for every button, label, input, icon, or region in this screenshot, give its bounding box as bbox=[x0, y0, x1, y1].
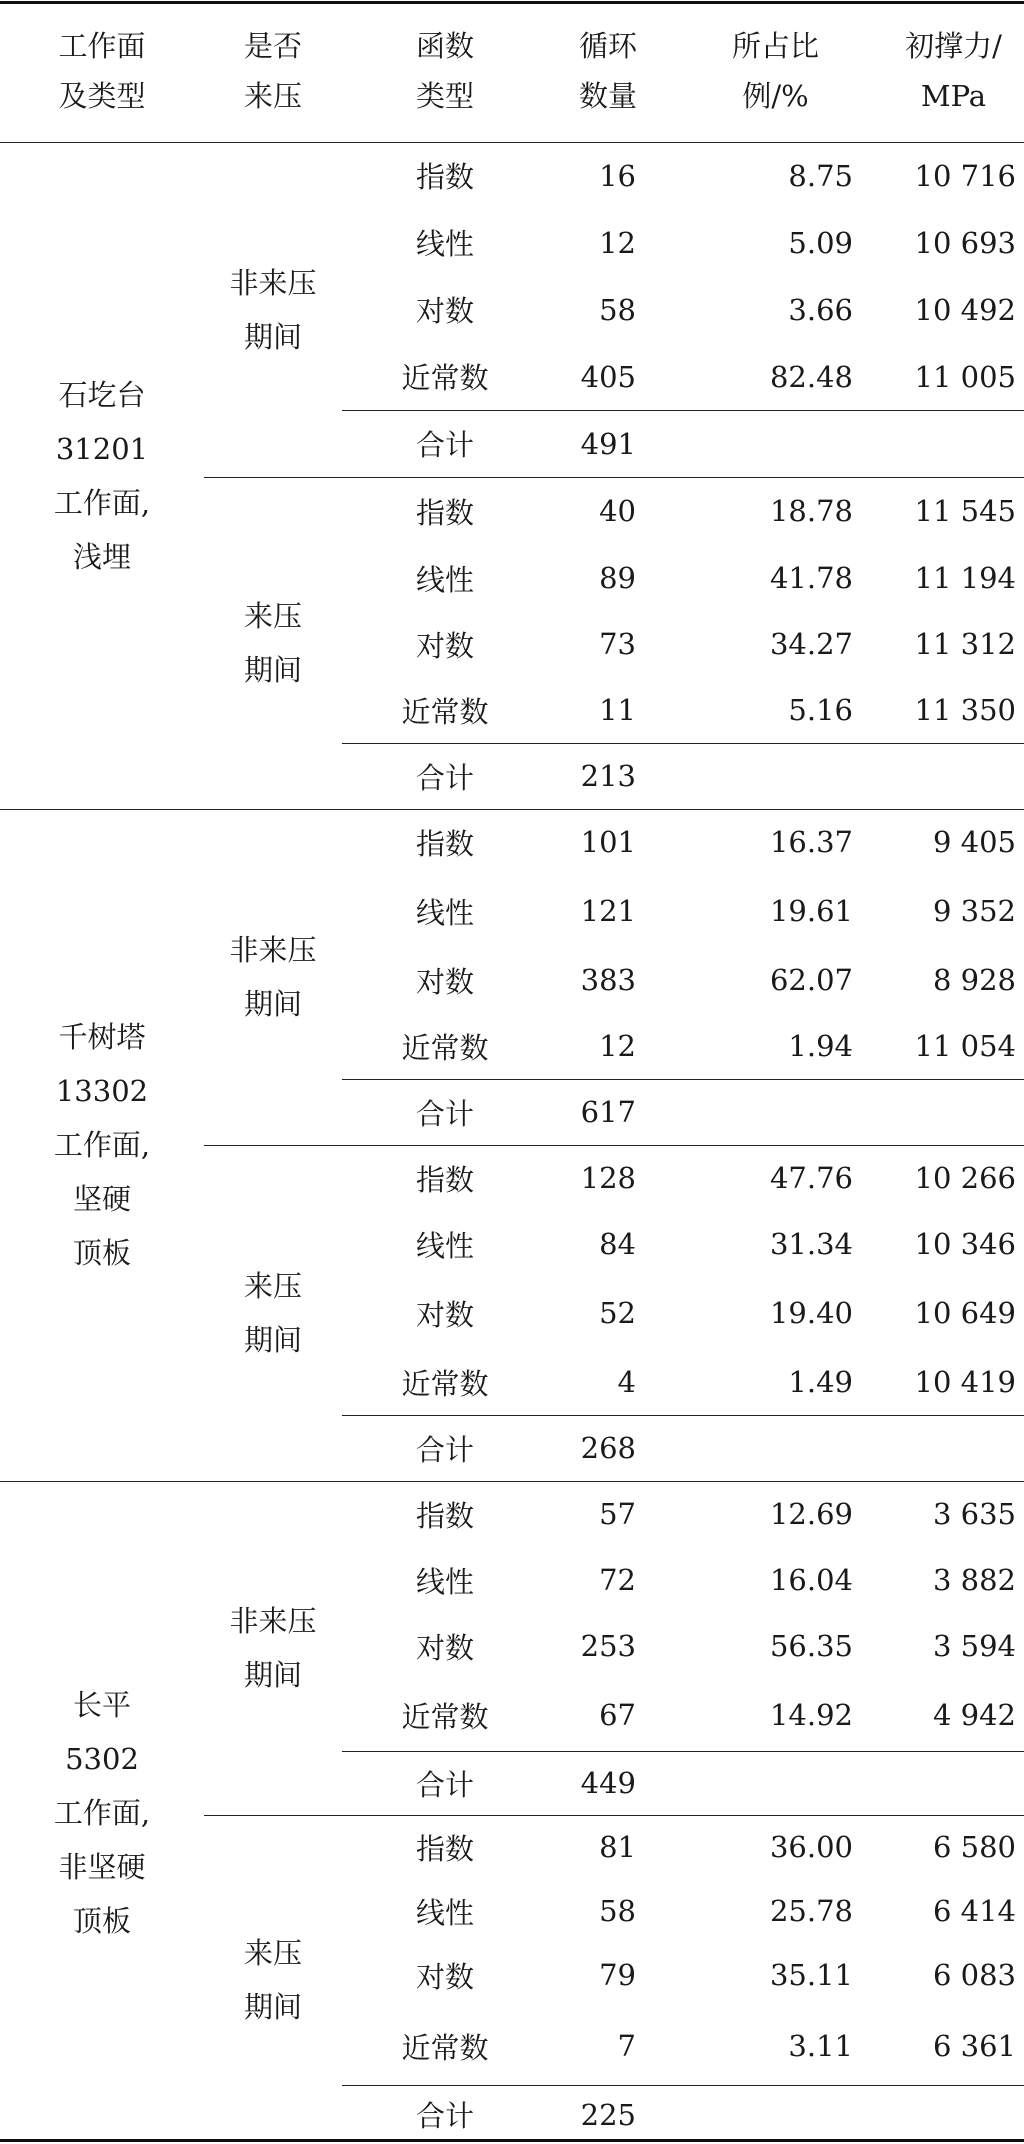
working-face-label: 千树塔 13302 工作面, 坚硬 顶板 bbox=[53, 1020, 151, 1270]
function-type-cell: 线性 bbox=[415, 895, 474, 930]
ratio-cell: 41.78 bbox=[769, 561, 853, 595]
total-value: 617 bbox=[580, 1095, 636, 1129]
total-label: 合计 bbox=[415, 2099, 474, 2133]
ratio-cell: 25.78 bbox=[769, 1894, 853, 1928]
cycle-count-cell: 40 bbox=[599, 494, 636, 528]
total-label: 合计 bbox=[415, 1096, 474, 1131]
cycle-count-cell: 16 bbox=[599, 158, 636, 193]
cycle-count-cell: 72 bbox=[599, 1563, 636, 1597]
setting-force-cell: 11 350 bbox=[914, 693, 1016, 727]
working-face-label: 长平 5302 工作面, 非坚硬 顶板 bbox=[53, 1687, 151, 1938]
total-label: 合计 bbox=[415, 1767, 474, 1802]
cycle-count-cell: 84 bbox=[599, 1227, 636, 1261]
ratio-cell: 1.49 bbox=[788, 1365, 853, 1399]
ratio-cell: 35.11 bbox=[769, 1958, 853, 1992]
total-rule bbox=[342, 2085, 1024, 2086]
cycle-count-cell: 89 bbox=[599, 561, 636, 595]
total-value: 491 bbox=[580, 426, 636, 461]
working-face-label: 石圪台 31201 工作面, 浅埋 bbox=[53, 377, 151, 574]
function-type-cell: 线性 bbox=[415, 562, 474, 597]
ratio-cell: 62.07 bbox=[769, 963, 853, 997]
setting-force-cell: 11 545 bbox=[914, 494, 1016, 528]
setting-force-cell: 6 414 bbox=[932, 1894, 1016, 1928]
header-cycle-count: 循环 数量 bbox=[578, 29, 637, 113]
setting-force-cell: 11 005 bbox=[914, 359, 1016, 394]
cycle-count-cell: 57 bbox=[599, 1497, 636, 1531]
function-type-cell: 指数 bbox=[415, 160, 474, 194]
cycle-count-cell: 405 bbox=[580, 359, 636, 394]
function-type-cell: 近常数 bbox=[401, 1366, 489, 1401]
header-setting-force: 初撑力/ MPa bbox=[905, 29, 1002, 113]
total-rule bbox=[342, 1079, 1024, 1080]
function-type-cell: 指数 bbox=[415, 1831, 474, 1866]
pressure-period-label: 非来压 期间 bbox=[229, 1604, 317, 1692]
cycle-count-cell: 121 bbox=[580, 894, 636, 928]
function-type-cell: 对数 bbox=[415, 628, 474, 663]
ratio-cell: 56.35 bbox=[769, 1629, 853, 1663]
cycle-count-cell: 58 bbox=[599, 292, 636, 327]
cycle-count-cell: 4 bbox=[617, 1365, 636, 1399]
ratio-cell: 16.37 bbox=[769, 825, 853, 859]
setting-force-cell: 4 942 bbox=[932, 1698, 1016, 1732]
cycle-count-cell: 67 bbox=[599, 1698, 636, 1732]
function-type-cell: 对数 bbox=[415, 1959, 474, 1994]
total-label: 合计 bbox=[415, 428, 474, 462]
cycle-count-cell: 253 bbox=[580, 1629, 636, 1663]
cycle-count-cell: 12 bbox=[599, 1029, 636, 1063]
function-type-cell: 近常数 bbox=[401, 2030, 489, 2065]
setting-force-cell: 10 492 bbox=[914, 292, 1016, 327]
cycle-count-cell: 58 bbox=[599, 1894, 636, 1928]
ratio-cell: 18.78 bbox=[769, 494, 853, 528]
cycle-count-cell: 73 bbox=[599, 627, 636, 661]
ratio-cell: 16.04 bbox=[769, 1563, 853, 1597]
function-type-cell: 指数 bbox=[415, 1498, 474, 1533]
cycle-count-cell: 52 bbox=[599, 1296, 636, 1330]
function-type-cell: 近常数 bbox=[401, 361, 489, 395]
ratio-cell: 8.75 bbox=[788, 158, 853, 193]
setting-force-cell: 8 928 bbox=[932, 963, 1016, 997]
setting-force-cell: 6 580 bbox=[932, 1830, 1016, 1864]
pressure-period-label: 非来压 期间 bbox=[229, 265, 317, 354]
setting-force-cell: 9 405 bbox=[932, 825, 1016, 859]
setting-force-cell: 9 352 bbox=[932, 894, 1016, 928]
setting-force-cell: 10 693 bbox=[914, 225, 1016, 260]
function-type-cell: 线性 bbox=[415, 1564, 474, 1599]
function-type-cell: 近常数 bbox=[401, 1699, 489, 1734]
setting-force-cell: 10 346 bbox=[914, 1227, 1016, 1261]
period-rule bbox=[204, 1145, 1024, 1146]
total-label: 合计 bbox=[415, 1432, 474, 1467]
header-function-type: 函数 类型 bbox=[415, 29, 474, 113]
function-type-cell: 线性 bbox=[415, 227, 474, 261]
function-type-cell: 线性 bbox=[415, 1228, 474, 1263]
function-type-cell: 指数 bbox=[415, 826, 474, 861]
setting-force-cell: 10 649 bbox=[914, 1296, 1016, 1330]
table-bottom-rule bbox=[0, 2139, 1024, 2142]
cycle-count-cell: 128 bbox=[580, 1161, 636, 1195]
ratio-cell: 31.34 bbox=[769, 1227, 853, 1261]
setting-force-cell: 10 419 bbox=[914, 1365, 1016, 1399]
function-type-cell: 对数 bbox=[415, 964, 474, 999]
ratio-cell: 19.40 bbox=[769, 1296, 853, 1330]
function-type-cell: 指数 bbox=[415, 495, 474, 530]
cycle-count-cell: 79 bbox=[599, 1958, 636, 1992]
function-type-cell: 对数 bbox=[415, 1630, 474, 1665]
function-type-cell: 近常数 bbox=[401, 694, 489, 729]
setting-force-cell: 10 716 bbox=[914, 158, 1016, 193]
setting-force-cell: 6 361 bbox=[932, 2029, 1016, 2063]
setting-force-cell: 3 635 bbox=[932, 1497, 1016, 1531]
cycle-count-cell: 7 bbox=[617, 2029, 636, 2063]
setting-force-cell: 11 312 bbox=[914, 627, 1016, 661]
table-top-rule bbox=[0, 1, 1024, 4]
ratio-cell: 3.66 bbox=[788, 292, 853, 327]
pressure-period-label: 来压 期间 bbox=[243, 599, 302, 687]
header-face: 工作面 及类型 bbox=[58, 29, 146, 113]
period-rule bbox=[204, 1815, 1024, 1816]
total-rule bbox=[342, 1751, 1024, 1752]
total-rule bbox=[342, 1415, 1024, 1416]
function-type-cell: 对数 bbox=[415, 1297, 474, 1332]
header-rule bbox=[0, 142, 1024, 143]
total-value: 225 bbox=[580, 2097, 636, 2132]
cycle-count-cell: 101 bbox=[580, 825, 636, 859]
ratio-cell: 5.16 bbox=[788, 693, 853, 727]
ratio-cell: 36.00 bbox=[769, 1830, 853, 1864]
ratio-cell: 1.94 bbox=[788, 1029, 853, 1063]
total-rule bbox=[342, 743, 1024, 744]
function-type-cell: 对数 bbox=[415, 294, 474, 328]
cycle-count-cell: 383 bbox=[580, 963, 636, 997]
header-ratio: 所占比 例/% bbox=[731, 29, 819, 113]
group-rule bbox=[0, 809, 1024, 810]
total-value: 449 bbox=[580, 1766, 636, 1800]
function-type-cell: 线性 bbox=[415, 1895, 474, 1930]
pressure-period-label: 非来压 期间 bbox=[229, 933, 317, 1021]
setting-force-cell: 6 083 bbox=[932, 1958, 1016, 1992]
header-pressure: 是否 来压 bbox=[243, 29, 302, 113]
group-rule bbox=[0, 1481, 1024, 1482]
cycle-count-cell: 81 bbox=[599, 1830, 636, 1864]
total-rule bbox=[342, 410, 1024, 411]
ratio-cell: 47.76 bbox=[769, 1161, 853, 1195]
ratio-cell: 14.92 bbox=[769, 1698, 853, 1732]
ratio-cell: 3.11 bbox=[788, 2029, 853, 2063]
pressure-period-label: 来压 期间 bbox=[243, 1935, 302, 2024]
setting-force-cell: 10 266 bbox=[914, 1161, 1016, 1195]
cycle-count-cell: 11 bbox=[599, 693, 636, 727]
ratio-cell: 82.48 bbox=[769, 359, 853, 394]
total-label: 合计 bbox=[415, 760, 474, 795]
function-type-cell: 指数 bbox=[415, 1162, 474, 1197]
cycle-count-cell: 12 bbox=[599, 225, 636, 260]
ratio-cell: 34.27 bbox=[769, 627, 853, 661]
total-value: 268 bbox=[580, 1431, 636, 1465]
setting-force-cell: 11 194 bbox=[914, 561, 1016, 595]
ratio-cell: 19.61 bbox=[769, 894, 853, 928]
setting-force-cell: 3 882 bbox=[932, 1563, 1016, 1597]
setting-force-cell: 11 054 bbox=[914, 1029, 1016, 1063]
setting-force-cell: 3 594 bbox=[932, 1629, 1016, 1663]
total-value: 213 bbox=[580, 759, 636, 793]
ratio-cell: 12.69 bbox=[769, 1497, 853, 1531]
function-type-cell: 近常数 bbox=[401, 1030, 489, 1065]
pressure-period-label: 来压 期间 bbox=[243, 1269, 302, 1357]
period-rule bbox=[204, 477, 1024, 478]
ratio-cell: 5.09 bbox=[788, 225, 853, 260]
